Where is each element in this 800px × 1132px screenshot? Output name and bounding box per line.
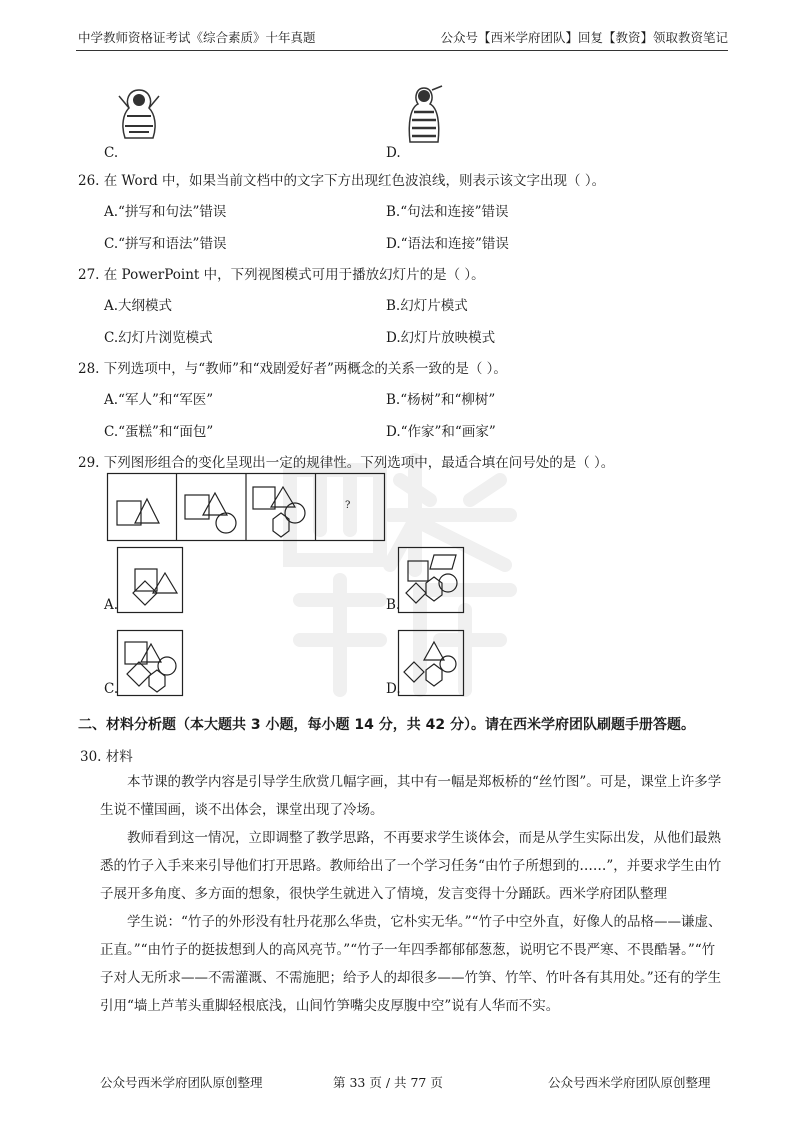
q27-option-a: A.大纲模式 xyxy=(104,298,173,314)
q30-paragraph: 教师看到这一情况，立即调整了教学思路，不再要求学生谈体会，而是从学生实际出发，从他们最熟悉的竹子入手来来引导他们打开思路。教师给出了一个学习任务“由竹子所想到的……”，并要求学生由竹子展开多角度、多方面的想象，很快学生就进入了情境，发言变得十分踊跃。西米学府团队整理 xyxy=(100,830,722,902)
q26-option-c: C.“拼写和语法”错误 xyxy=(104,236,227,252)
q29-option-d-figure xyxy=(398,630,464,696)
q29-option-b-label: B. xyxy=(386,597,401,613)
header-left: 中学教师资格证考试《综合素质》十年真题 xyxy=(78,30,316,45)
q27-option-b: B.幻灯片模式 xyxy=(386,298,468,314)
q28-option-c: C.“蛋糕”和“面包” xyxy=(104,424,214,440)
q27-option-c: C.幻灯片浏览模式 xyxy=(104,330,213,346)
header-rule xyxy=(76,50,728,51)
q26-option-b: B.“句法和连接”错误 xyxy=(386,204,509,220)
q28-stem: 28. 下列选项中，与“教师”和“戏剧爱好者”两概念的关系一致的是（ ）。 xyxy=(78,361,507,377)
q30-paragraph: 学生说：“竹子的外形没有牡丹花那么华贵，它朴实无华。”“竹子中空外直，好像人的品格——谦虚、正直。”“由竹子的挺拔想到人的高风亮节。”“竹子一年四季都郁郁葱葱，说明它不畏严寒、不畏酷暑。”“竹子对人无所求——不需灌溉、不需施肥；给予人的却很多——竹笋、竹竿、竹叶各有其用处。”还有的学生引用“墙上芦苇头重脚轻根底浅，山间竹笋嘴尖皮厚腹中空”说有人华而不实。 xyxy=(100,914,722,1014)
q25-option-d-figure xyxy=(402,84,446,146)
q29-option-d-label: D. xyxy=(386,681,401,697)
section-title: 二、材料分析题（本大题共 3 小题，每小题 14 分，共 42 分）。请在西米学府团队刷题手册答题。 xyxy=(78,717,695,733)
q29-option-a-figure xyxy=(117,547,183,613)
q28-option-d: D.“作家”和“画家” xyxy=(386,424,496,440)
q28-option-a: A.“军人”和“军医” xyxy=(104,392,214,408)
q28-option-b: B.“杨树”和“柳树” xyxy=(386,392,496,408)
q27-option-d: D.幻灯片放映模式 xyxy=(386,330,496,346)
q29-option-a-label: A. xyxy=(104,597,119,613)
q30-label: 30. 材料 xyxy=(80,749,133,765)
q25-option-c-figure xyxy=(115,86,163,142)
footer-right: 公众号西米学府团队原创整理 xyxy=(548,1075,711,1090)
header-right: 公众号【西米学府团队】回复【教资】领取教资笔记 xyxy=(440,30,728,45)
q30-material xyxy=(100,768,728,1020)
q29-option-b-figure xyxy=(398,547,464,613)
q26-option-d: D.“语法和连接”错误 xyxy=(386,236,509,252)
q27-stem: 27. 在 PowerPoint 中，下列视图模式可用于播放幻灯片的是（ ）。 xyxy=(78,267,485,283)
q25-option-d-label: D. xyxy=(386,145,401,161)
footer-left: 公众号西米学府团队原创整理 xyxy=(100,1075,263,1090)
q29-sequence-figure xyxy=(107,473,385,541)
q26-stem: 26. 在 Word 中，如果当前文档中的文字下方出现红色波浪线，则表示该文字出现（ ）。 xyxy=(78,173,606,189)
page-number: 第 33 页 / 共 77 页 xyxy=(333,1075,443,1090)
q29-option-c-label: C. xyxy=(104,681,119,697)
q29-option-c-figure xyxy=(117,630,183,696)
q30-paragraph: 本节课的教学内容是引导学生欣赏几幅字画，其中有一幅是郑板桥的“丝竹图”。可是，课堂上许多学生说不懂国画，谈不出体会，课堂出现了冷场。 xyxy=(100,774,722,818)
q25-option-c-label: C. xyxy=(104,145,119,161)
q29-stem: 29. 下列图形组合的变化呈现出一定的规律性。下列选项中，最适合填在问号处的是（ ）。 xyxy=(78,455,615,471)
q29-question-mark: ? xyxy=(345,500,351,511)
q26-option-a: A.“拼写和句法”错误 xyxy=(104,204,227,220)
